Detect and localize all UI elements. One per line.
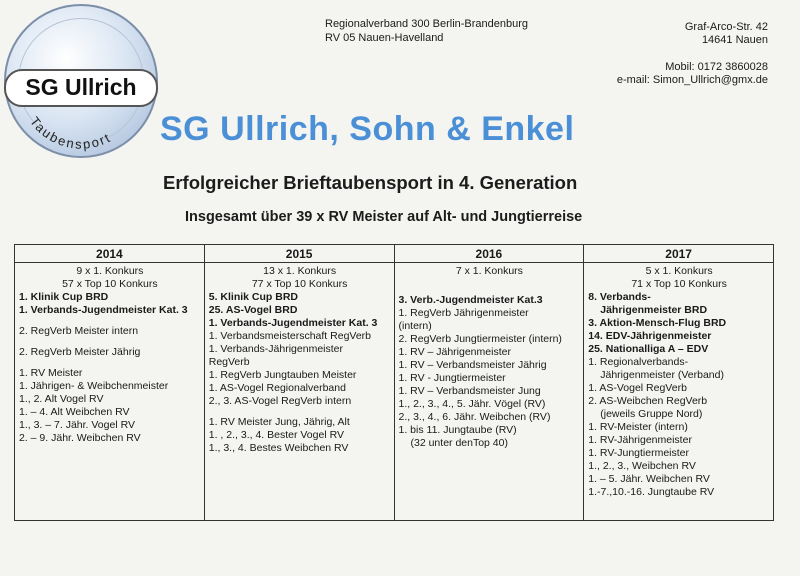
achievement-line: (intern): [398, 320, 432, 332]
achievement-line: 71 x Top 10 Konkurs: [631, 278, 727, 290]
year-header: 2015: [204, 245, 394, 263]
achievement-line: 57 x Top 10 Konkurs: [62, 278, 158, 290]
page-subtitle: Erfolgreicher Brieftaubensport in 4. Generation: [163, 172, 578, 193]
year-header: 2016: [394, 245, 584, 263]
spacer: [19, 338, 201, 346]
achievement-line: 3. Verb.-Jugendmeister Kat.3: [398, 294, 543, 306]
achievement-line: 1.-7.,10.-16. Jungtaube RV: [588, 486, 715, 498]
achievement-line: 1. Jährigen- & Weibchenmeister: [19, 380, 169, 392]
achievement-line: Jährigenmeister (Verband): [600, 369, 724, 381]
achievement-line: 1. – 5. Jähr. Weibchen RV: [588, 473, 710, 485]
achievement-line: 1. RV – Verbandsmeister Jung: [398, 385, 541, 397]
achievement-line: 1. Verbands-Jährigenmeister: [208, 343, 343, 355]
achievement-line: 1. , 2., 3., 4. Bester Vogel RV: [208, 429, 344, 441]
achievement-line: 1. AS-Vogel Regionalverband: [208, 382, 346, 394]
achievement-line: RegVerb: [208, 356, 250, 368]
achievement-line: 1. Verbands-Jugendmeister Kat. 3: [19, 304, 188, 316]
year-header: 2014: [15, 245, 205, 263]
achievement-line: 2., 3., 4., 6. Jähr. Weibchen (RV): [398, 411, 551, 423]
spacer: [209, 408, 391, 416]
achievement-line: 3. Aktion-Mensch-Flug BRD: [588, 317, 727, 329]
achievement-line: 1. RV-Jährigenmeister: [588, 434, 692, 446]
achievement-line: 1., 2., 3., 4., 5. Jähr. Vögel (RV): [398, 398, 546, 410]
achievement-line: 9 x 1. Konkurs: [76, 265, 144, 277]
club-logo: [4, 4, 158, 158]
spacer: [399, 278, 581, 286]
achievement-line: 2. RegVerb Meister Jährig: [19, 346, 141, 358]
address-line: Graf-Arco-Str. 42: [684, 21, 768, 33]
achievement-line: 1. bis 11. Jungtaube (RV): [398, 424, 517, 436]
logo-name: SG Ullrich: [4, 69, 158, 107]
achievement-line: 1. Verbandsmeisterschaft RegVerb: [208, 330, 372, 342]
achievement-line: 1. AS-Vogel RegVerb: [588, 382, 687, 394]
year-column-2017: [584, 263, 774, 521]
association-line: RV 05 Nauen-Havelland: [325, 32, 444, 44]
spacer: [19, 359, 201, 367]
achievement-line: 25. Nationalliga A – EDV: [588, 343, 709, 355]
achievement-line: Jährigenmeister BRD: [600, 304, 708, 316]
achievement-line: 5 x 1. Konkurs: [645, 265, 713, 277]
achievement-line: (jeweils Gruppe Nord): [600, 408, 703, 420]
achievement-line: 1., 3. – 7. Jähr. Vogel RV: [19, 419, 135, 431]
achievement-line: 7 x 1. Konkurs: [455, 265, 523, 277]
contact-info: [617, 21, 768, 87]
achievement-line: 1., 3., 4. Bestes Weibchen RV: [208, 442, 349, 454]
achievement-line: 1., 2., 3., Weibchen RV: [588, 460, 696, 472]
achievement-line: 2., 3. AS-Vogel RegVerb intern: [208, 395, 352, 407]
achievement-line: 5. Klinik Cup BRD: [208, 291, 299, 303]
achievement-line: 1. RV Meister: [19, 367, 83, 379]
achievement-line: 1. RegVerb Jungtauben Meister: [208, 369, 357, 381]
association-info: [325, 17, 528, 45]
achievement-line: 1. Verbands-Jugendmeister Kat. 3: [208, 317, 378, 329]
year-column-2014: [15, 263, 205, 521]
achievements-table: [14, 244, 774, 521]
achievement-line: 1. RegVerb Jährigenmeister: [398, 307, 529, 319]
achievement-line: 77 x Top 10 Konkurs: [251, 278, 348, 290]
achievement-line: 1. Regionalverbands-: [588, 356, 689, 368]
achievement-line: 25. AS-Vogel BRD: [208, 304, 298, 316]
achievement-line: 1. RV – Verbandsmeister Jährig: [398, 359, 547, 371]
achievement-line: 1. – 4. Alt Weibchen RV: [19, 406, 130, 418]
achievement-line: 1., 2. Alt Vogel RV: [19, 393, 104, 405]
achievement-line: 2. RegVerb Meister intern: [19, 325, 139, 337]
achievement-line: 1. Klinik Cup BRD: [19, 291, 109, 303]
svg-text:Taubensport: Taubensport: [27, 113, 114, 152]
achievement-line: 1. RV – Jährigenmeister: [398, 346, 511, 358]
achievement-line: (32 unter denTop 40): [410, 437, 508, 449]
spacer: [19, 317, 201, 325]
achievement-line: 2. AS-Weibchen RegVerb: [588, 395, 708, 407]
email-line: e-mail: Simon_Ullrich@gmx.de: [616, 74, 768, 86]
achievement-line: 8. Verbands-: [588, 291, 651, 303]
phone-line: Mobil: 0172 3860028: [665, 61, 768, 73]
achievement-line: 2. RegVerb Jungtiermeister (intern): [398, 333, 562, 345]
page-title: SG Ullrich, Sohn & Enkel: [160, 110, 575, 148]
association-line: Regionalverband 300 Berlin-Brandenburg: [325, 18, 529, 30]
achievement-line: 1. RV-Jungtiermeister: [588, 447, 690, 459]
achievement-line: 1. RV Meister Jung, Jährig, Alt: [208, 416, 350, 428]
year-column-2016: [394, 263, 584, 521]
achievement-line: 1. RV - Jungtiermeister: [398, 372, 506, 384]
achievement-line: 2. – 9. Jähr. Weibchen RV: [19, 432, 141, 444]
page-tagline: Insgesamt über 39 x RV Meister auf Alt- und Jungtierreise: [185, 209, 583, 225]
address-line: 14641 Nauen: [701, 34, 768, 46]
spacer: [399, 286, 581, 294]
year-header: 2017: [584, 245, 774, 263]
achievement-line: 14. EDV-Jährigenmeister: [588, 330, 712, 342]
year-column-2015: [204, 263, 394, 521]
achievement-line: 1. RV-Meister (intern): [588, 421, 688, 433]
achievement-line: 13 x 1. Konkurs: [263, 265, 337, 277]
